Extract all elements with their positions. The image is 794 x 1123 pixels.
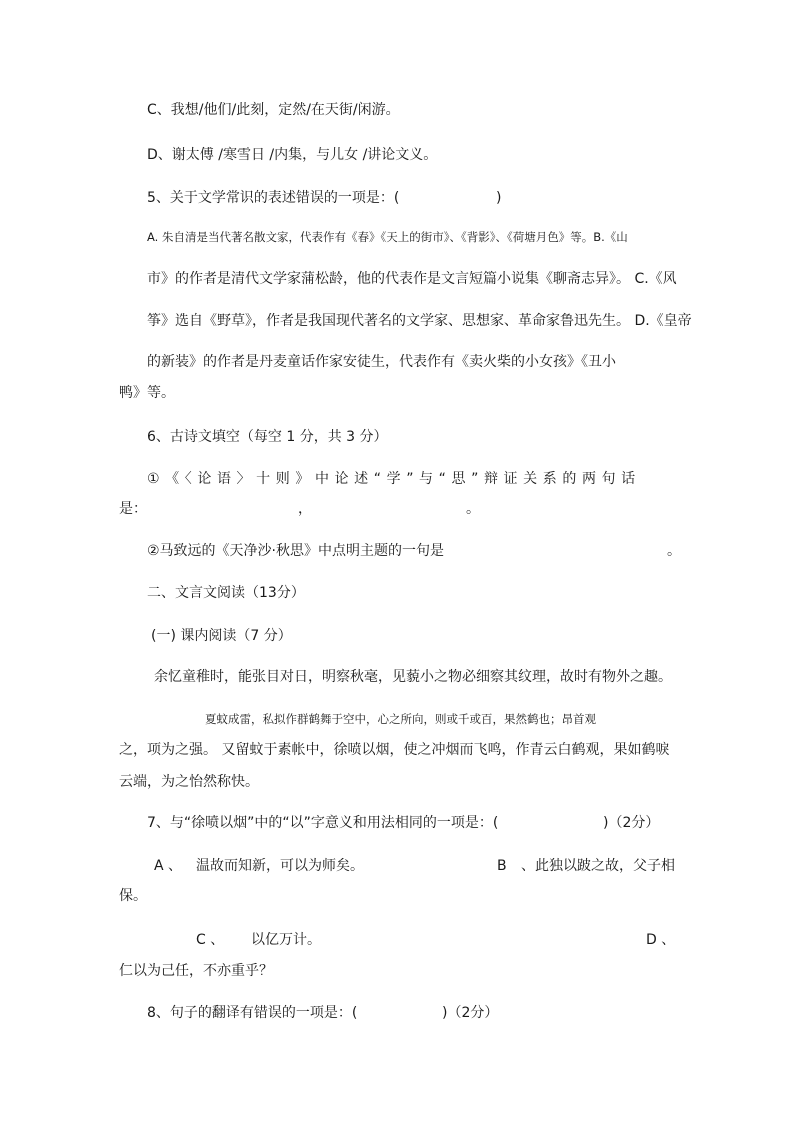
question-5-option-line-5: 鸭》等。 — [119, 385, 175, 401]
question-5-option-line-1: A. 朱自清是当代著名散文家，代表作有《春》《天上的街市》、《背影》、《荷塘月色》等。B.《山 — [147, 230, 628, 244]
option-c-prev: C、我想/他们/此刻，定然/在天街/闲游。 — [147, 102, 400, 118]
question-7-option-a-label: A 、 — [154, 858, 183, 874]
question-7-stem: 7、与“徐喷以烟”中的“以”字意义和用法相同的一项是：( — [147, 815, 499, 831]
question-5-stem: 5、关于文学常识的表述错误的一项是：( — [147, 190, 400, 206]
question-5-option-line-4: 的新装》的作者是丹麦童话作家安徒生，代表作有《卖火柴的小女孩》《丑小 — [147, 354, 616, 370]
question-7-option-b-cont: 保。 — [119, 888, 147, 904]
question-6-stem: 6、古诗文填空（每空 1 分，共 3 分） — [147, 429, 388, 445]
question-7-option-c-label: C 、 — [196, 932, 225, 948]
option-d-prev: D、谢太傅 /寒雪日 /内集，与儿女 /讲论文义。 — [147, 147, 438, 163]
passage-line-4: 云端，为之怡然称快。 — [119, 774, 259, 790]
passage-line-2: 夏蚊成雷，私拟作群鹤舞于空中，心之所向，则或千或百，果然鹤也；昂首观 — [205, 712, 596, 726]
question-6-item-1-cont: 是： — [119, 501, 147, 517]
question-7-option-d-label: D 、 — [646, 932, 676, 948]
passage-line-1: 余忆童稚时，能张目对日，明察秋毫，见藐小之物必细察其纹理，故时有物外之趣。 — [154, 669, 672, 685]
section-2-heading: 二、文言文阅读（13分） — [147, 585, 305, 601]
question-7-option-a-text: 温故而知新，可以为师矣。 — [196, 858, 364, 874]
question-7-option-b-text: 、此独以跛之故，父子相 — [521, 858, 675, 874]
question-6-item-2-end: 。 — [667, 543, 681, 559]
question-7-option-b-label: B — [497, 858, 507, 874]
question-7-close: )（2分） — [603, 815, 660, 831]
question-8-stem: 8、句子的翻译有错误的一项是：( — [147, 1005, 358, 1021]
question-6-item-2: ②马致远的《天净沙·秋思》中点明主题的一句是 — [147, 543, 444, 559]
question-6-item-1: ①《〈论语〉十则》中论述“学”与“思”辩证关系的两句话 — [147, 471, 641, 487]
subsection-1-heading: (一) 课内阅读（7 分） — [151, 628, 292, 644]
question-5-close: ) — [496, 190, 502, 206]
question-6-blank-comma: ， — [298, 501, 312, 517]
question-7-option-c-text: 以亿万计。 — [251, 932, 321, 948]
question-5-option-line-2: 市》的作者是清代文学家蒲松龄，他的代表作是文言短篇小说集《聊斋志异》。 C.《风 — [147, 271, 677, 287]
question-6-blank-period: 。 — [466, 501, 480, 517]
question-7-option-d-cont: 仁以为己任，不亦重乎？ — [119, 963, 273, 979]
question-5-option-line-3: 筝》选自《野草》，作者是我国现代著名的文学家、思想家、革命家鲁迅先生。 D.《皇帝 — [147, 313, 692, 329]
question-8-close: )（2分） — [442, 1005, 499, 1021]
passage-line-3: 之，项为之强。 又留蚊于素帐中，徐喷以烟，使之冲烟而飞鸣，作青云白鹤观，果如鹤唳 — [119, 742, 670, 758]
